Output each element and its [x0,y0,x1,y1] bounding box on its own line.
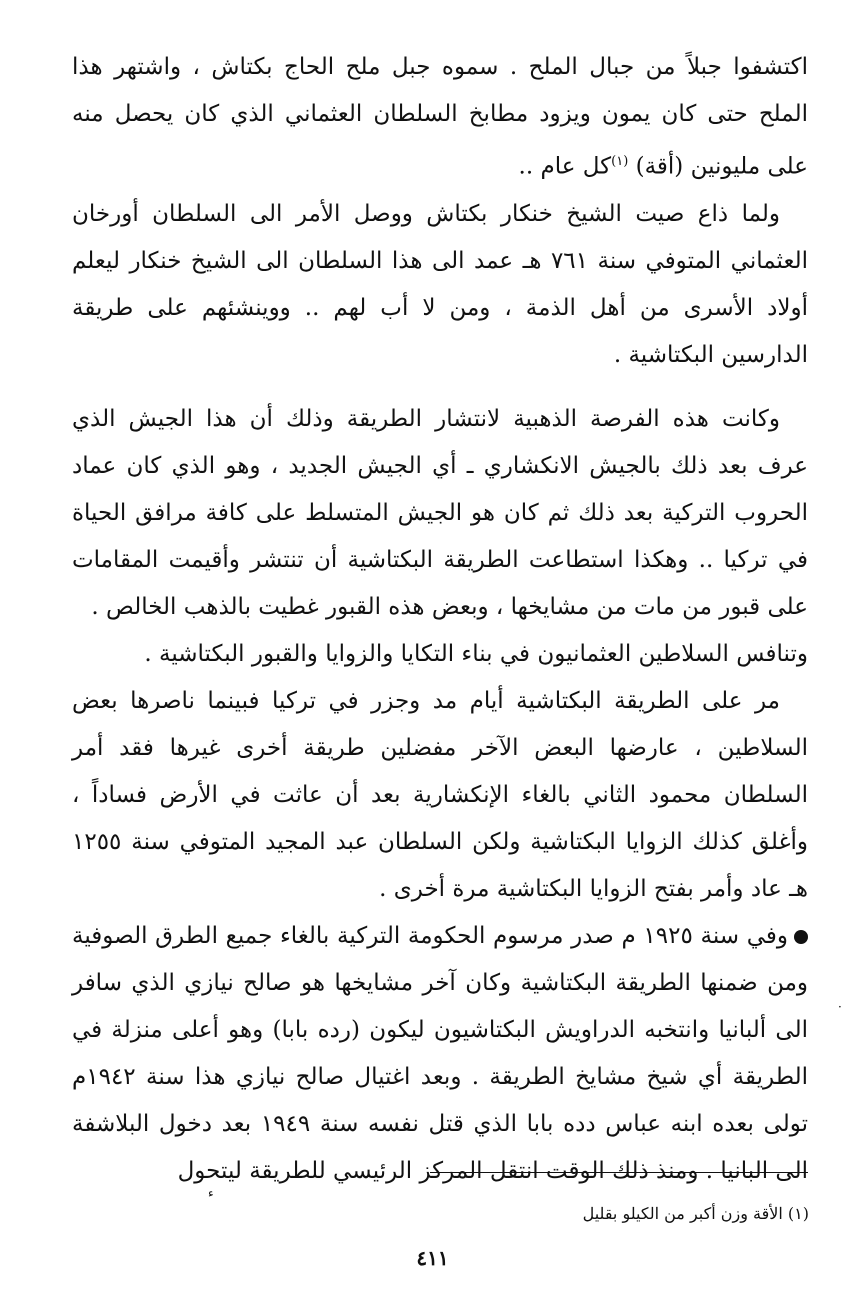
bullet-icon [794,930,808,944]
footnote-divider [430,1172,808,1173]
footnote-reference: (١) [611,154,629,169]
paragraph-6 [72,913,808,1195]
page-number: ٤١١ [416,1246,449,1270]
paragraph-1 [72,44,808,191]
stray-ink-mark: ء [208,1186,214,1200]
paragraph-5: مر على الطريقة البكتاشية أيام مد وجزر في تركيا فبينما ناصرها بعض السلاطين ، عارضها البعض الآخر مفضلين طريقة أخرى غيرها فقد أمر السلطان محمود الثاني بالغاء الإنكشارية بعد أن عاثت في الأرض فساداً ، وأغلق كذلك الزوايا البكتاشية ولكن السلطان عبد المجيد المتوفي سنة ١٢٥٥ هـ عاد وأمر بفتح الزوايا البكتاشية مرة أخرى . [72,688,808,902]
footnote: (١) الأقة وزن أكبر من الكيلو بقليل [582,1204,809,1223]
paragraph-3: وكانت هذه الفرصة الذهبية لانتشار الطريقة وذلك أن هذا الجيش الذي عرف بعد ذلك بالجيش الانكشاري ـ أي الجيش الجديد ، وهو الذي كان عماد الحروب التركية بعد ذلك ثم كان هو الجيش المتسلط على كافة مرافق الحياة في تركيا .. وهكذا استطاعت الطريقة البكتاشية أن تنتشر وأقيمت المقامات على قبور من مات من مشايخها ، وبعض هذه القبور غطيت بالذهب الخالص . [72,406,808,620]
paragraph-2: ولما ذاع صيت الشيخ خنكار بكتاش ووصل الأمر الى السلطان أورخان العثماني المتوفي سنة ٧٦١ هـ عمد الى هذا السلطان الى الشيخ خنكار ليعلم أولاد الأسرى من أهل الذمة ، ومن لا أب لهم .. ووينشئهم على طريقة الدارسين البكتاشية . [72,200,808,368]
paragraph-1-text: اكتشفوا جبلاً من جبال الملح . سموه جبل ملح الحاج بكتاش ، واشتهر هذا الملح حتى كان يمون ويزود مطابخ السلطان العثماني الذي كان يحصل منه على مليونين (أقة) [72,54,808,180]
body-text-bottom [72,396,808,1195]
body-text-top [72,44,808,379]
paragraph-4: وتنافس السلاطين العثمانيون في بناء التكايا والزوايا والقبور البكتاشية . [144,641,808,667]
paragraph-1-tail: كل عام .. [518,153,612,180]
paragraph-6-text: وفي سنة ١٩٢٥ م صدر مرسوم الحكومة التركية بالغاء جميع الطرق الصوفية ومن ضمنها الطريقة البكتاشية وكان آخر مشايخها هو صالح نيازي الذي سافر الى ألبانيا وانتخبه الدراويش البكتاشيون ليكون (رده بابا) وهو أعلى منزلة في الطريقة أي شيخ مشايخ الطريقة . وبعد اغتيال صالح نيازي هذا سنة ١٩٤٢م تولى بعده ابنه عباس دده بابا الذي قتل نفسه سنة ١٩٤٩ بعد دخول البلاشفة الى البانيا . ومنذ ذلك الوقت انتقل المركز الرئيسي للطريقة ليتحول [72,923,808,1184]
edge-ink-mark: · [838,1000,842,1014]
